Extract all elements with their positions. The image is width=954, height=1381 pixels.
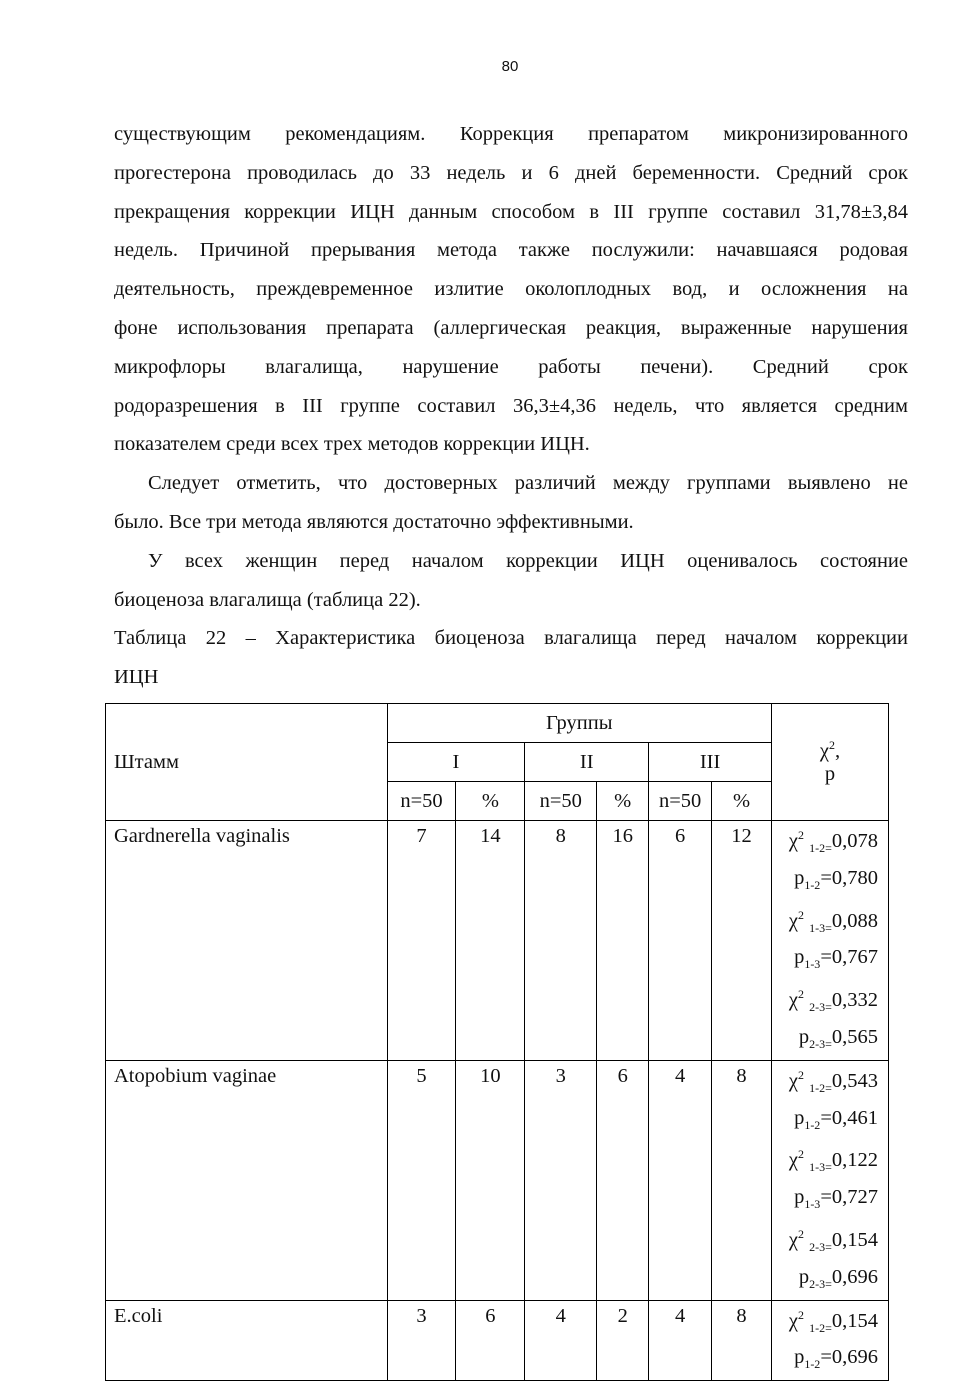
chi-square-value: $\chi^2$ $_{1-2=}$0,078	[788, 828, 878, 855]
strain-name: Gardnerella vaginalis	[106, 821, 388, 1061]
table-cell: 4	[649, 1060, 712, 1300]
stat-cell	[771, 1060, 888, 1300]
table-cell: 4	[525, 1300, 597, 1381]
table-cell: 10	[456, 1060, 525, 1300]
header-stat: $\chi^2$, р	[771, 704, 888, 821]
table-caption: Таблица 22 – Характеристика биоценоза влагалища перед началом коррекции	[114, 627, 908, 650]
text-line: показателем среди всех трех методов коррекции ИЦН.	[114, 433, 590, 456]
stat-cell	[771, 1300, 888, 1381]
table-caption: ИЦН	[114, 666, 159, 689]
p-value: $р_{1-2}=0,696$	[794, 1346, 878, 1372]
p-value: $р_{2-3=}0,565$	[798, 1025, 878, 1052]
strain-name: Atopobium vaginae	[106, 1060, 388, 1300]
table-cell: 5	[387, 1060, 456, 1300]
chi-square-value: $\chi^2$ $_{1-2=}$0,154	[788, 1307, 878, 1335]
table-cell: 8	[525, 821, 597, 1061]
n-label: n=50	[387, 782, 456, 821]
p-value: $р_{1-3}=0,727$	[794, 1186, 878, 1212]
table-cell: 6	[456, 1300, 525, 1381]
table-cell: 14	[456, 821, 525, 1061]
chi-square-value: $\chi^2$ $_{2-3=}$0,154	[788, 1227, 878, 1254]
table-cell: 3	[525, 1060, 597, 1300]
pct-label: %	[597, 782, 649, 821]
text-line: фоне использования препарата (аллергическая реакция, выраженные нарушения	[114, 316, 908, 339]
table-row	[106, 1300, 889, 1381]
chi-square-value: $\chi^2$ $_{2-3=}$0,332	[788, 987, 878, 1015]
stat-cell	[771, 821, 888, 1061]
biocenosis-table	[105, 703, 889, 1381]
table-cell: 2	[597, 1300, 649, 1381]
pct-label: %	[456, 782, 525, 821]
text-line: существующим рекомендациям. Коррекция препаратом микронизированного	[114, 123, 908, 145]
strain-name: E.coli	[106, 1300, 388, 1381]
table-row	[106, 821, 889, 1061]
group-header-i: I	[387, 743, 525, 782]
body-text	[114, 115, 908, 697]
table-cell: 7	[387, 821, 456, 1061]
text-line: Следует отметить, что достоверных различий между группами выявлено не	[148, 472, 908, 495]
text-line: У всех женщин перед началом коррекции ИЦН оценивалось состояние	[148, 549, 908, 572]
p-value: $р_{1-2}=0,780$	[794, 866, 878, 892]
table-cell: 8	[712, 1300, 772, 1381]
table-cell: 16	[597, 821, 649, 1061]
n-label: n=50	[649, 782, 712, 821]
table-cell: 6	[649, 821, 712, 1061]
text-line: прогестерона проводилась до 33 недель и 6 дней беременности. Средний срок	[114, 161, 908, 184]
text-line: микрофлоры влагалища, нарушение работы печени). Средний срок	[114, 355, 908, 378]
group-header-iii: III	[649, 743, 772, 782]
text-line: биоценоза влагалища (таблица 22).	[114, 588, 421, 611]
chi-square-value: $\chi^2$ $_{1-3=}$0,088	[788, 907, 878, 935]
table-cell: 4	[649, 1300, 712, 1381]
text-line: родоразрешения в III группе составил 36,3±4,36 недель, что является средним	[114, 394, 908, 417]
chi-square-value: $\chi^2$ $_{1-2=}$0,543	[788, 1067, 878, 1095]
header-groups: Группы	[387, 704, 771, 743]
p-value: $р_{1-2}=0,461$	[794, 1106, 878, 1132]
table-cell: 3	[387, 1300, 456, 1381]
table-row	[106, 1060, 889, 1300]
chi-square-value: $\chi^2$ $_{1-3=}$0,122	[788, 1147, 878, 1175]
table-cell: 8	[712, 1060, 772, 1300]
text-line: было. Все три метода являются достаточно эффективными.	[114, 510, 634, 533]
p-value: $р_{2-3=}0,696$	[798, 1265, 878, 1291]
n-label: n=50	[525, 782, 597, 821]
table-cell: 12	[712, 821, 772, 1061]
header-strain: Штамм	[106, 704, 388, 821]
text-line: прекращения коррекции ИЦН данным способом в III группе составил 31,78±3,84	[114, 200, 908, 223]
pct-label: %	[712, 782, 772, 821]
text-line: деятельность, преждевременное излитие околоплодных вод, и осложнения на	[114, 278, 908, 301]
group-header-ii: II	[525, 743, 649, 782]
table-cell: 6	[597, 1060, 649, 1300]
p-value: $р_{1-3}=0,767$	[794, 946, 878, 972]
page-number: 80	[501, 58, 519, 75]
text-line: недель. Причиной прерывания метода также послужили: начавшаяся родовая	[114, 239, 908, 262]
